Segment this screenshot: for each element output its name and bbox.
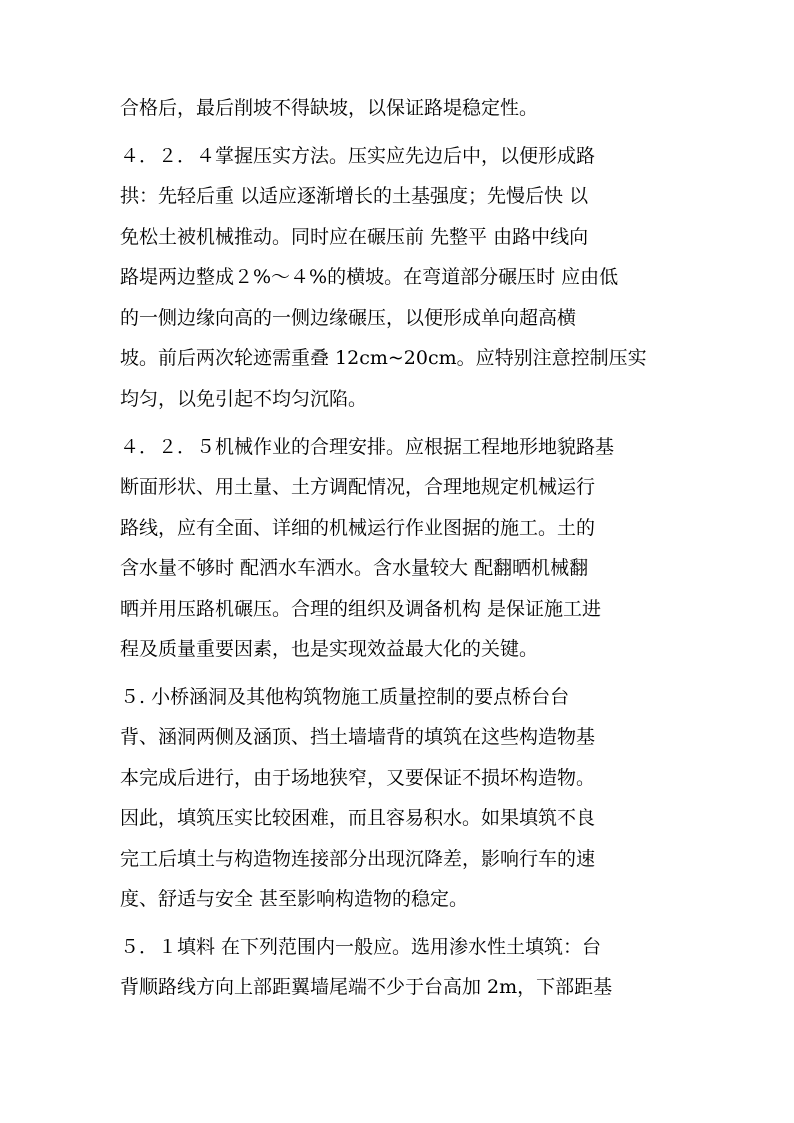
text-line: 度、舒适与安全 甚至影响构造物的稳定。 xyxy=(120,888,469,910)
text-line: 本完成后进行，由于场地狭窄，又要保证不损坏构造物。 xyxy=(120,767,596,789)
text-line: 路堤两边整成２%～４%的横坡。在弯道部分碾压时 应由低 xyxy=(120,266,619,288)
text-line: ４．２．４掌握压实方法。压实应先边后中，以便形成路 xyxy=(120,145,596,167)
text-line: 晒并用压路机碾压。合理的组织及调备机构 是保证施工进 xyxy=(120,598,602,620)
text-line: 含水量不够时 配洒水车洒水。含水量较大 配翻晒机械翻 xyxy=(120,557,589,579)
text-line: 断面形状、用土量、土方调配情况，合理地规定机械运行 xyxy=(120,476,596,498)
text-line: 因此，填筑压实比较困难，而且容易积水。如果填筑不良 xyxy=(120,807,596,829)
text-line: ５. 小桥涵洞及其他构筑物施工质量控制的要点桥台台 xyxy=(120,686,570,708)
text-line: 合格后，最后削坡不得缺坡，以保证路堤稳定性。 xyxy=(120,97,539,119)
text-line: 坡。前后两次轮迹需重叠 12cm~20cm。应特别注意控制压实 xyxy=(120,347,647,369)
text-line: 程及质量重要因素，也是实现效益最大化的关键。 xyxy=(120,638,539,660)
text-line: 背、涵洞两侧及涵顶、挡土墙墙背的填筑在这些构造物基 xyxy=(120,726,596,748)
text-line: 均匀，以免引起不均匀沉陷。 xyxy=(120,388,368,410)
text-line: ４．２．５机械作业的合理安排。应根据工程地形地貌路基 xyxy=(120,436,615,458)
text-line: 拱：先轻后重 以适应逐渐增长的土基强度；先慢后快 以 xyxy=(120,185,589,207)
text-line: 完工后填土与构造物连接部分出现沉降差，影响行车的速 xyxy=(120,848,596,870)
text-line: 路线，应有全面、详细的机械运行作业图据的施工。土的 xyxy=(120,517,596,539)
text-line: 免松土被机械推动。同时应在碾压前 先整平 由路中线向 xyxy=(120,226,589,248)
text-line: 背顺路线方向上部距翼墙尾端不少于台高加 2m，下部距基 xyxy=(120,976,613,998)
text-line: ５．１填料 在下列范围内一般应。选用渗水性土填筑：台 xyxy=(120,936,602,958)
text-line: 的一侧边缘向高的一侧边缘碾压，以便形成单向超高横 xyxy=(120,307,577,329)
